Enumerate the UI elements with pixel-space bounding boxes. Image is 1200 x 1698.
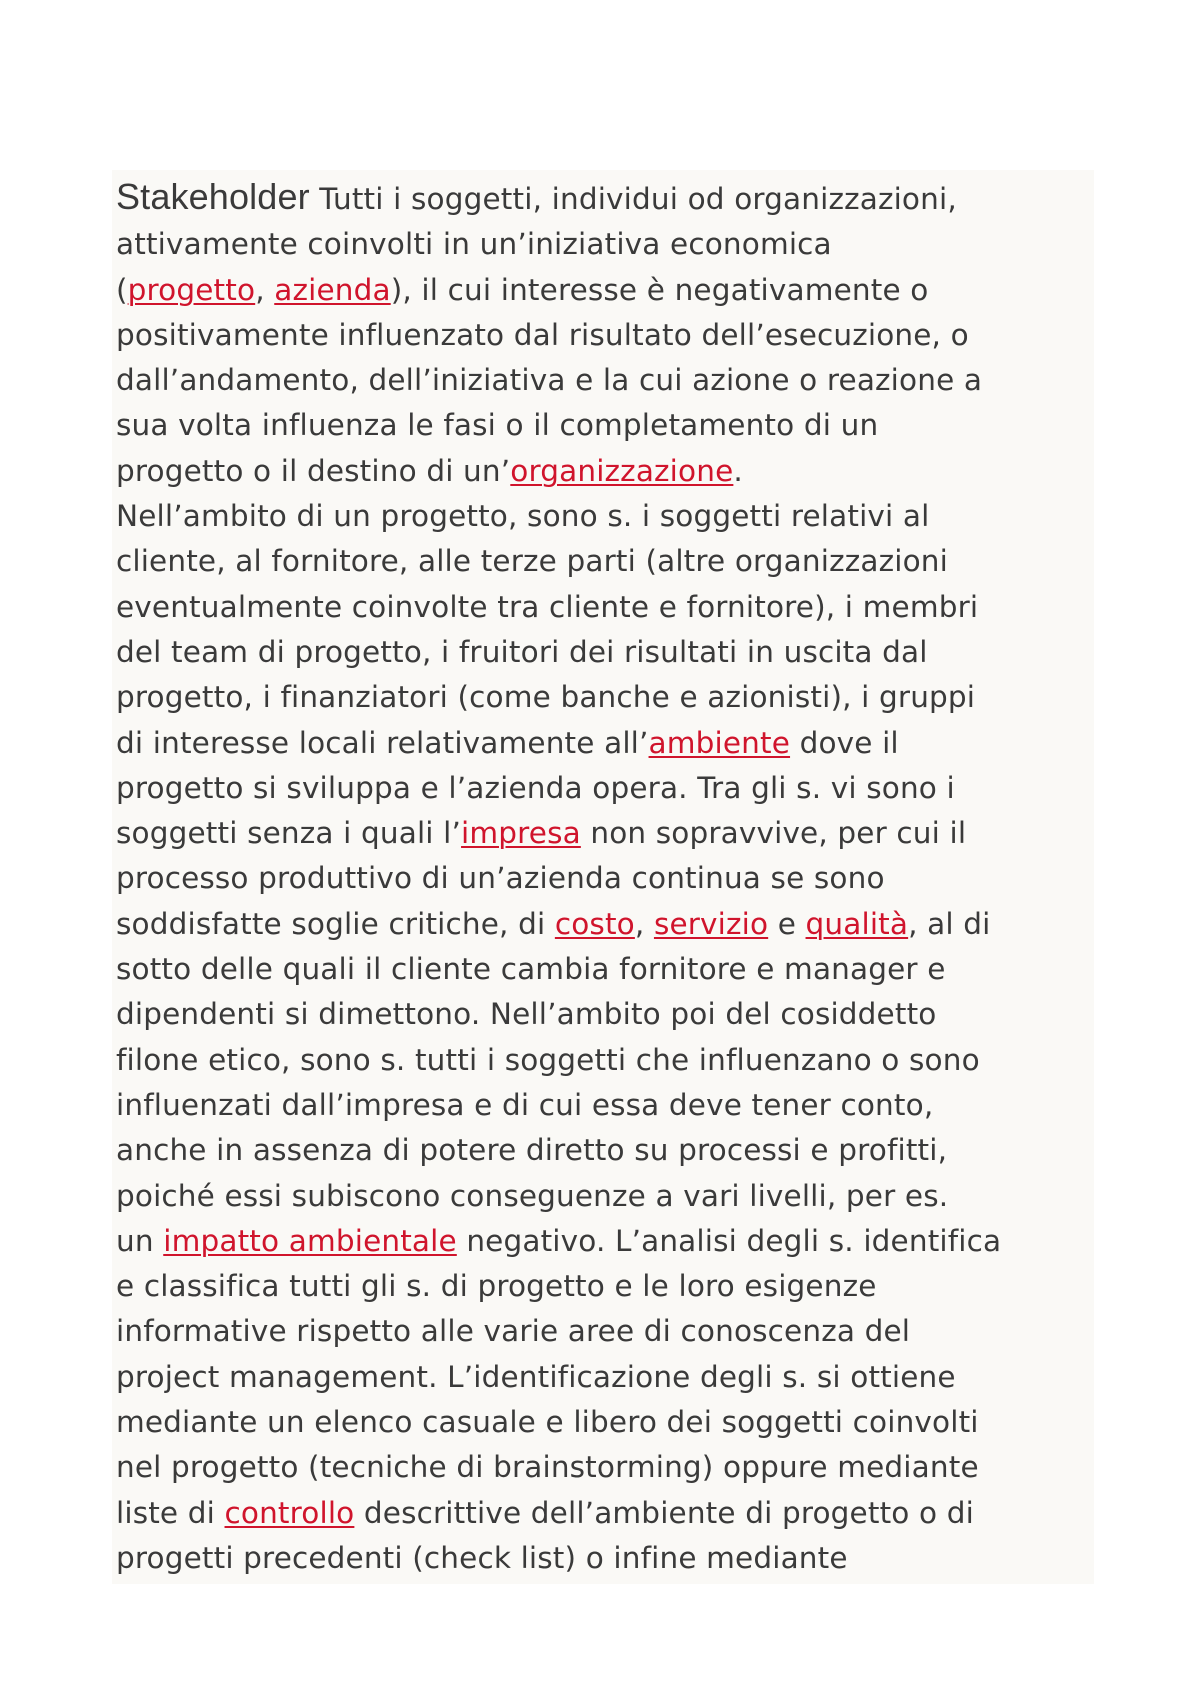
entry-line bbox=[116, 449, 1096, 494]
link-progetto[interactable]: progetto bbox=[127, 272, 256, 307]
entry-line bbox=[116, 947, 1096, 992]
link-costo[interactable]: costo bbox=[554, 906, 635, 941]
entry-line bbox=[116, 1083, 1096, 1128]
entry-line bbox=[116, 539, 1096, 584]
entry-line bbox=[116, 992, 1096, 1037]
entry-text-segment: di interesse locali relativamente all’ bbox=[116, 725, 649, 760]
link-ambiente[interactable]: ambiente bbox=[648, 725, 791, 760]
entry-text-segment: liste di bbox=[116, 1495, 225, 1530]
entry-text-segment: poiché essi subiscono conseguenze a vari livelli, per es. bbox=[116, 1178, 949, 1213]
link-servizio[interactable]: servizio bbox=[653, 906, 769, 941]
entry-text-segment: mediante un elenco casuale e libero dei soggetti coinvolti bbox=[116, 1405, 979, 1440]
entry-line bbox=[116, 1219, 1096, 1264]
entry-headword: Stakeholder bbox=[116, 176, 310, 217]
entry-text-segment: dove il bbox=[790, 725, 899, 760]
entry-text-segment: cliente, al fornitore, alle terze parti (altre organizzazioni bbox=[116, 544, 948, 579]
entry-text-segment: soggetti senza i quali l’ bbox=[116, 816, 462, 851]
entry-text-segment: e classifica tutti gli s. di progetto e le loro esigenze bbox=[116, 1269, 877, 1304]
entry-line bbox=[116, 1445, 1096, 1490]
entry-line bbox=[116, 313, 1096, 358]
entry-text-segment: sotto delle quali il cliente cambia fornitore e manager e bbox=[116, 952, 946, 987]
link-impatto-ambientale[interactable]: impatto ambientale bbox=[163, 1223, 457, 1258]
entry-line bbox=[116, 403, 1096, 448]
entry-text-segment: un bbox=[116, 1223, 164, 1258]
entry-text-segment: ), il cui interesse è negativamente o bbox=[390, 272, 929, 307]
entry-line bbox=[116, 585, 1096, 630]
entry-line bbox=[116, 1355, 1096, 1400]
link-impresa[interactable]: impresa bbox=[461, 816, 581, 851]
entry-text-segment: progetti precedenti (check list) o infine mediante bbox=[116, 1540, 848, 1575]
entry-line bbox=[116, 1128, 1096, 1173]
link-qualità[interactable]: qualità bbox=[805, 906, 909, 941]
entry-line bbox=[116, 358, 1096, 403]
entry-line bbox=[116, 766, 1096, 811]
entry-text-segment: , bbox=[255, 272, 275, 307]
entry-text-segment: anche in assenza di potere diretto su processi e profitti, bbox=[116, 1133, 948, 1168]
entry-text-segment: progetto, i finanziatori (come banche e azionisti), i gruppi bbox=[116, 680, 976, 715]
encyclopedia-entry bbox=[116, 174, 1096, 1581]
entry-line bbox=[116, 222, 1096, 267]
entry-text-segment: non sopravvive, per cui il bbox=[580, 816, 967, 851]
entry-text-segment: descrittive dell’ambiente di progetto o di bbox=[354, 1495, 974, 1530]
entry-line bbox=[116, 1400, 1096, 1445]
entry-line bbox=[116, 1038, 1096, 1083]
entry-text-segment: ( bbox=[116, 272, 128, 307]
link-azienda[interactable]: azienda bbox=[274, 272, 391, 307]
entry-text-segment: , al di bbox=[908, 906, 991, 941]
entry-line bbox=[116, 856, 1096, 901]
entry-line bbox=[116, 1264, 1096, 1309]
entry-text-segment: progetto si sviluppa e l’azienda opera. Tra gli s. vi sono i bbox=[116, 770, 955, 805]
entry-line bbox=[116, 1536, 1096, 1581]
entry-line bbox=[310, 182, 957, 216]
entry-text-segment: negativo. L’analisi degli s. identifica bbox=[456, 1223, 1002, 1258]
entry-text-segment: project management. L’identificazione degli s. si ottiene bbox=[116, 1359, 956, 1394]
entry-text-segment: , bbox=[634, 906, 654, 941]
entry-line bbox=[116, 630, 1096, 675]
entry-text-segment: influenzati dall’impresa e di cui essa deve tener conto, bbox=[116, 1087, 934, 1122]
entry-line bbox=[116, 494, 1096, 539]
entry-line bbox=[116, 1309, 1096, 1354]
entry-text-segment: Tutti i soggetti, individui od organizzazioni, bbox=[309, 182, 957, 216]
entry-text-segment: soddisfatte soglie critiche, di bbox=[116, 906, 555, 941]
entry-line bbox=[116, 902, 1096, 947]
entry-text-segment: progetto o il destino di un’ bbox=[116, 453, 511, 488]
entry-line bbox=[116, 675, 1096, 720]
entry-line bbox=[116, 1174, 1096, 1219]
entry-text-segment: e bbox=[768, 906, 806, 941]
entry-text-segment: dall’andamento, dell’iniziativa e la cui azione o reazione a bbox=[116, 363, 983, 398]
link-organizzazione[interactable]: organizzazione bbox=[510, 453, 734, 488]
entry-text-segment: Nell’ambito di un progetto, sono s. i soggetti relativi al bbox=[116, 499, 930, 534]
entry-line bbox=[116, 268, 1096, 313]
entry-text-segment: filone etico, sono s. tutti i soggetti che influenzano o sono bbox=[116, 1042, 980, 1077]
entry-line bbox=[116, 811, 1096, 856]
entry-text-segment: informative rispetto alle varie aree di conoscenza del bbox=[116, 1314, 911, 1349]
entry-text-segment: nel progetto (tecniche di brainstorming) oppure mediante bbox=[116, 1450, 979, 1485]
entry-text-segment: positivamente influenzato dal risultato dell’esecuzione, o bbox=[116, 317, 969, 352]
entry-text-segment: eventualmente coinvolte tra cliente e fornitore), i membri bbox=[116, 589, 979, 624]
entry-text-segment: . bbox=[733, 453, 743, 488]
entry-text-segment: sua volta influenza le fasi o il completamento di un bbox=[116, 408, 879, 443]
entry-text-segment: del team di progetto, i fruitori dei risultati in uscita dal bbox=[116, 634, 928, 669]
link-controllo[interactable]: controllo bbox=[224, 1495, 355, 1530]
entry-text-segment: processo produttivo di un’azienda continua se sono bbox=[116, 861, 885, 896]
entry-text-segment: attivamente coinvolti in un’iniziativa economica bbox=[116, 227, 832, 262]
entry-text-segment: dipendenti si dimettono. Nell’ambito poi del cosiddetto bbox=[116, 997, 937, 1032]
entry-line bbox=[116, 1491, 1096, 1536]
entry-line bbox=[116, 721, 1096, 766]
